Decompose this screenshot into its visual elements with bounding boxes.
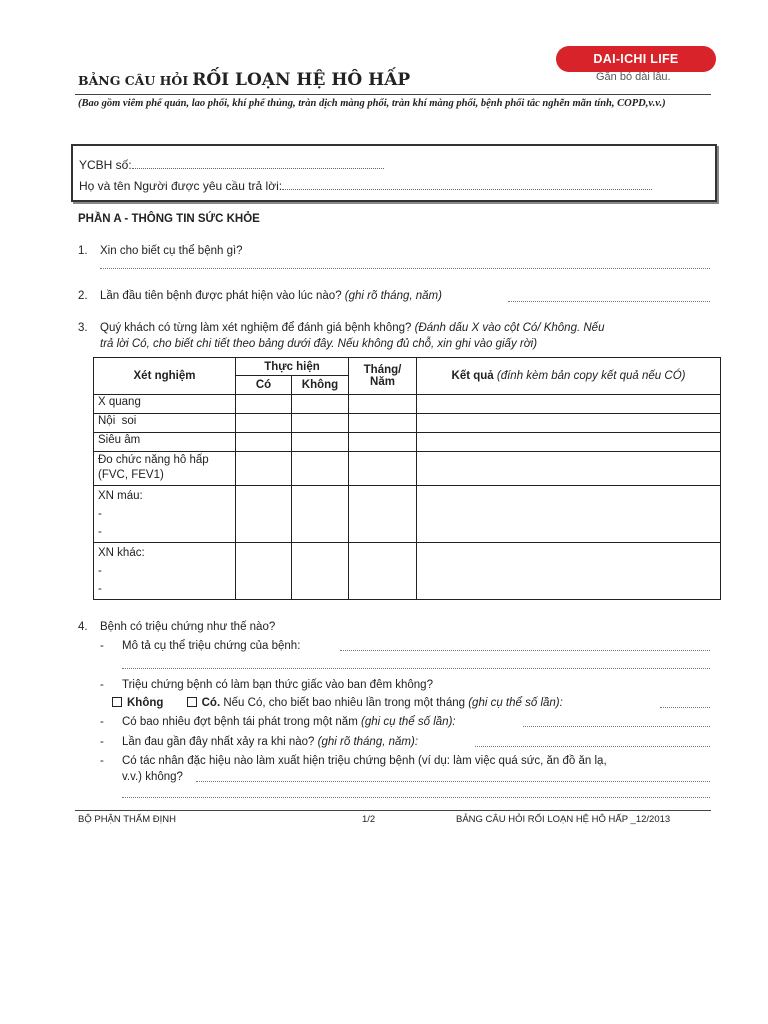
q2-main: Lần đầu tiên bệnh được phát hiện vào lúc nào?: [100, 290, 342, 302]
form-title: [78, 70, 410, 90]
q4-d-note: (ghi rõ tháng, năm):: [317, 736, 419, 748]
yes-detail: Nếu Có, cho biết bao nhiêu lần trong một tháng: [223, 697, 466, 709]
col-header-yes: Có: [236, 376, 292, 395]
question-text: [100, 290, 442, 302]
xn-khac-label: XN khác:: [98, 547, 145, 559]
cell-yes[interactable]: [236, 433, 292, 452]
cell-month[interactable]: [349, 395, 417, 414]
q4-e-answer-line-2[interactable]: [122, 797, 710, 798]
q4-c-main: Có bao nhiêu đợt bệnh tái phát trong một năm: [122, 716, 358, 728]
table-row: [94, 433, 721, 452]
q4-c-answer-line[interactable]: [523, 726, 710, 727]
q4-e-text-1: Có tác nhân đặc hiệu nào làm xuất hiện triệu chứng bệnh (ví dụ: làm việc quá sức, ăn đồ ăn lạ,: [122, 755, 607, 767]
cell-result[interactable]: [417, 414, 721, 433]
dash: -: [100, 736, 104, 748]
row-label: Nội soi: [94, 414, 236, 433]
title-divider: [75, 94, 711, 95]
yes-detail-note: (ghi cụ thể số lần):: [468, 697, 563, 709]
applicant-id-box: [71, 144, 717, 202]
cell-yes[interactable]: [236, 452, 292, 486]
q4-c-text: [122, 716, 456, 728]
footer-divider: [75, 810, 711, 811]
col-header-month: Tháng/ Năm: [349, 358, 417, 395]
q4-e-text-2: v.v.) không?: [122, 771, 183, 783]
xn-mau-label: XN máu:: [98, 490, 143, 502]
q3-main: Quý khách có từng làm xét nghiệm để đánh giá bệnh không?: [100, 322, 412, 334]
q3-note-1: (Đánh dấu X vào cột Có/ Không. Nếu: [414, 322, 605, 334]
checkbox-yes[interactable]: [187, 697, 221, 709]
form-subtitle: (Bao gồm viêm phế quản, lao phổi, khí phế thủng, tràn dịch màng phổi, tràn khí màng phổi, bệnh phổi tắc nghẽn mãn tính, COPD,v.v.): [78, 98, 666, 109]
cell-no[interactable]: [292, 486, 349, 543]
dash: -: [98, 565, 102, 577]
title-main: RỐI LOẠN HỆ HÔ HẤP: [192, 70, 411, 90]
question-number: 2.: [78, 290, 88, 302]
table-row: [94, 414, 721, 433]
dash: -: [98, 526, 102, 538]
footer-page-number: 1/2: [362, 814, 376, 825]
cell-result[interactable]: [417, 452, 721, 486]
row-label: X quang: [94, 395, 236, 414]
question-text: Xin cho biết cụ thể bệnh gì?: [100, 245, 243, 257]
question-text: Bệnh có triệu chứng như thế nào?: [100, 621, 276, 633]
cell-yes[interactable]: [236, 486, 292, 543]
section-a-heading: PHẦN A - THÔNG TIN SỨC KHỎE: [78, 213, 260, 225]
cell-month[interactable]: [349, 486, 417, 543]
cell-result[interactable]: [417, 543, 721, 600]
ycbh-label: YCBH số:: [79, 158, 132, 172]
dash: -: [100, 716, 104, 728]
ycbh-field[interactable]: [132, 158, 384, 169]
cell-month[interactable]: [349, 543, 417, 600]
col-header-test: Xét nghiệm: [94, 358, 236, 395]
cell-month[interactable]: [349, 452, 417, 486]
col-header-result: [417, 358, 721, 395]
table-row: [94, 452, 721, 486]
cell-no[interactable]: [292, 433, 349, 452]
question-text: [100, 322, 604, 334]
ycbh-row: [79, 158, 384, 172]
dash: -: [100, 755, 104, 767]
row-label: Đo chức năng hô hấp (FVC, FEV1): [94, 452, 236, 486]
cell-result[interactable]: [417, 395, 721, 414]
table-row: [94, 395, 721, 414]
cell-no[interactable]: [292, 395, 349, 414]
cell-no[interactable]: [292, 452, 349, 486]
q2-note: (ghi rõ tháng, năm): [344, 290, 442, 302]
cell-no[interactable]: [292, 543, 349, 600]
q4-a-text: Mô tả cụ thể triệu chứng của bệnh:: [122, 640, 301, 652]
cell-result[interactable]: [417, 486, 721, 543]
cell-yes[interactable]: [236, 543, 292, 600]
title-prefix: BẢNG CÂU HỎI: [78, 73, 189, 88]
question-number: 1.: [78, 245, 88, 257]
footer-department: BỘ PHẬN THẨM ĐỊNH: [78, 814, 177, 825]
q4-a-answer-line[interactable]: [340, 650, 710, 651]
q4-d-answer-line[interactable]: [475, 746, 710, 747]
cell-result[interactable]: [417, 433, 721, 452]
company-logo: DAI-ICHI LIFE: [556, 46, 716, 72]
q3-note-2: trả lời Có, cho biết chi tiết theo bảng dưới đây. Nếu không đủ chỗ, xin ghi vào giấy rời): [100, 338, 538, 350]
q1-answer-line[interactable]: [100, 268, 710, 269]
name-row: [79, 179, 652, 193]
checkbox-icon: [112, 697, 122, 707]
table-row: [94, 543, 721, 600]
dash: -: [98, 583, 102, 595]
name-label: Họ và tên Người được yêu cầu trả lời:: [79, 179, 283, 193]
result-note: (đính kèm bản copy kết quả nếu CÓ): [496, 370, 686, 382]
checkbox-icon: [187, 697, 197, 707]
cell-yes[interactable]: [236, 414, 292, 433]
col-header-done: Thực hiện: [236, 358, 349, 376]
cell-month[interactable]: [349, 414, 417, 433]
table-row: [94, 486, 721, 543]
dash: -: [98, 508, 102, 520]
q2-answer-line[interactable]: [508, 301, 710, 302]
q4-a-answer-line-2[interactable]: [122, 668, 710, 669]
cell-no[interactable]: [292, 414, 349, 433]
cell-yes[interactable]: [236, 395, 292, 414]
option-no-label: Không: [127, 697, 164, 709]
row-label: Siêu âm: [94, 433, 236, 452]
result-label: Kết quả: [451, 370, 494, 382]
checkbox-no[interactable]: [112, 697, 163, 709]
q4-b-text: Triệu chứng bệnh có làm bạn thức giấc vào ban đêm không?: [122, 679, 433, 691]
dash: -: [100, 640, 104, 652]
row-label-blood: [94, 486, 236, 543]
col-header-no: Không: [292, 376, 349, 395]
question-number: 3.: [78, 322, 88, 334]
q4-c-note: (ghi cụ thể số lần):: [360, 716, 456, 728]
q4-b-answer-line[interactable]: [660, 707, 710, 708]
q4-d-main: Lần đau gần đây nhất xảy ra khi nào?: [122, 736, 315, 748]
q4-b-options: [112, 697, 563, 709]
q4-e-answer-line[interactable]: [196, 781, 710, 782]
tests-table: [93, 357, 721, 600]
question-number: 4.: [78, 621, 88, 633]
q4-d-text: [122, 736, 418, 748]
option-yes-label: Có.: [201, 697, 221, 709]
cell-month[interactable]: [349, 433, 417, 452]
row-label-other: [94, 543, 236, 600]
name-field[interactable]: [282, 179, 652, 190]
dash: -: [100, 679, 104, 691]
footer-form-code: BẢNG CÂU HỎI RỐI LOẠN HỆ HÔ HẤP _12/2013: [456, 814, 671, 825]
logo-tagline: Gắn bó dài lâu.: [596, 71, 671, 83]
